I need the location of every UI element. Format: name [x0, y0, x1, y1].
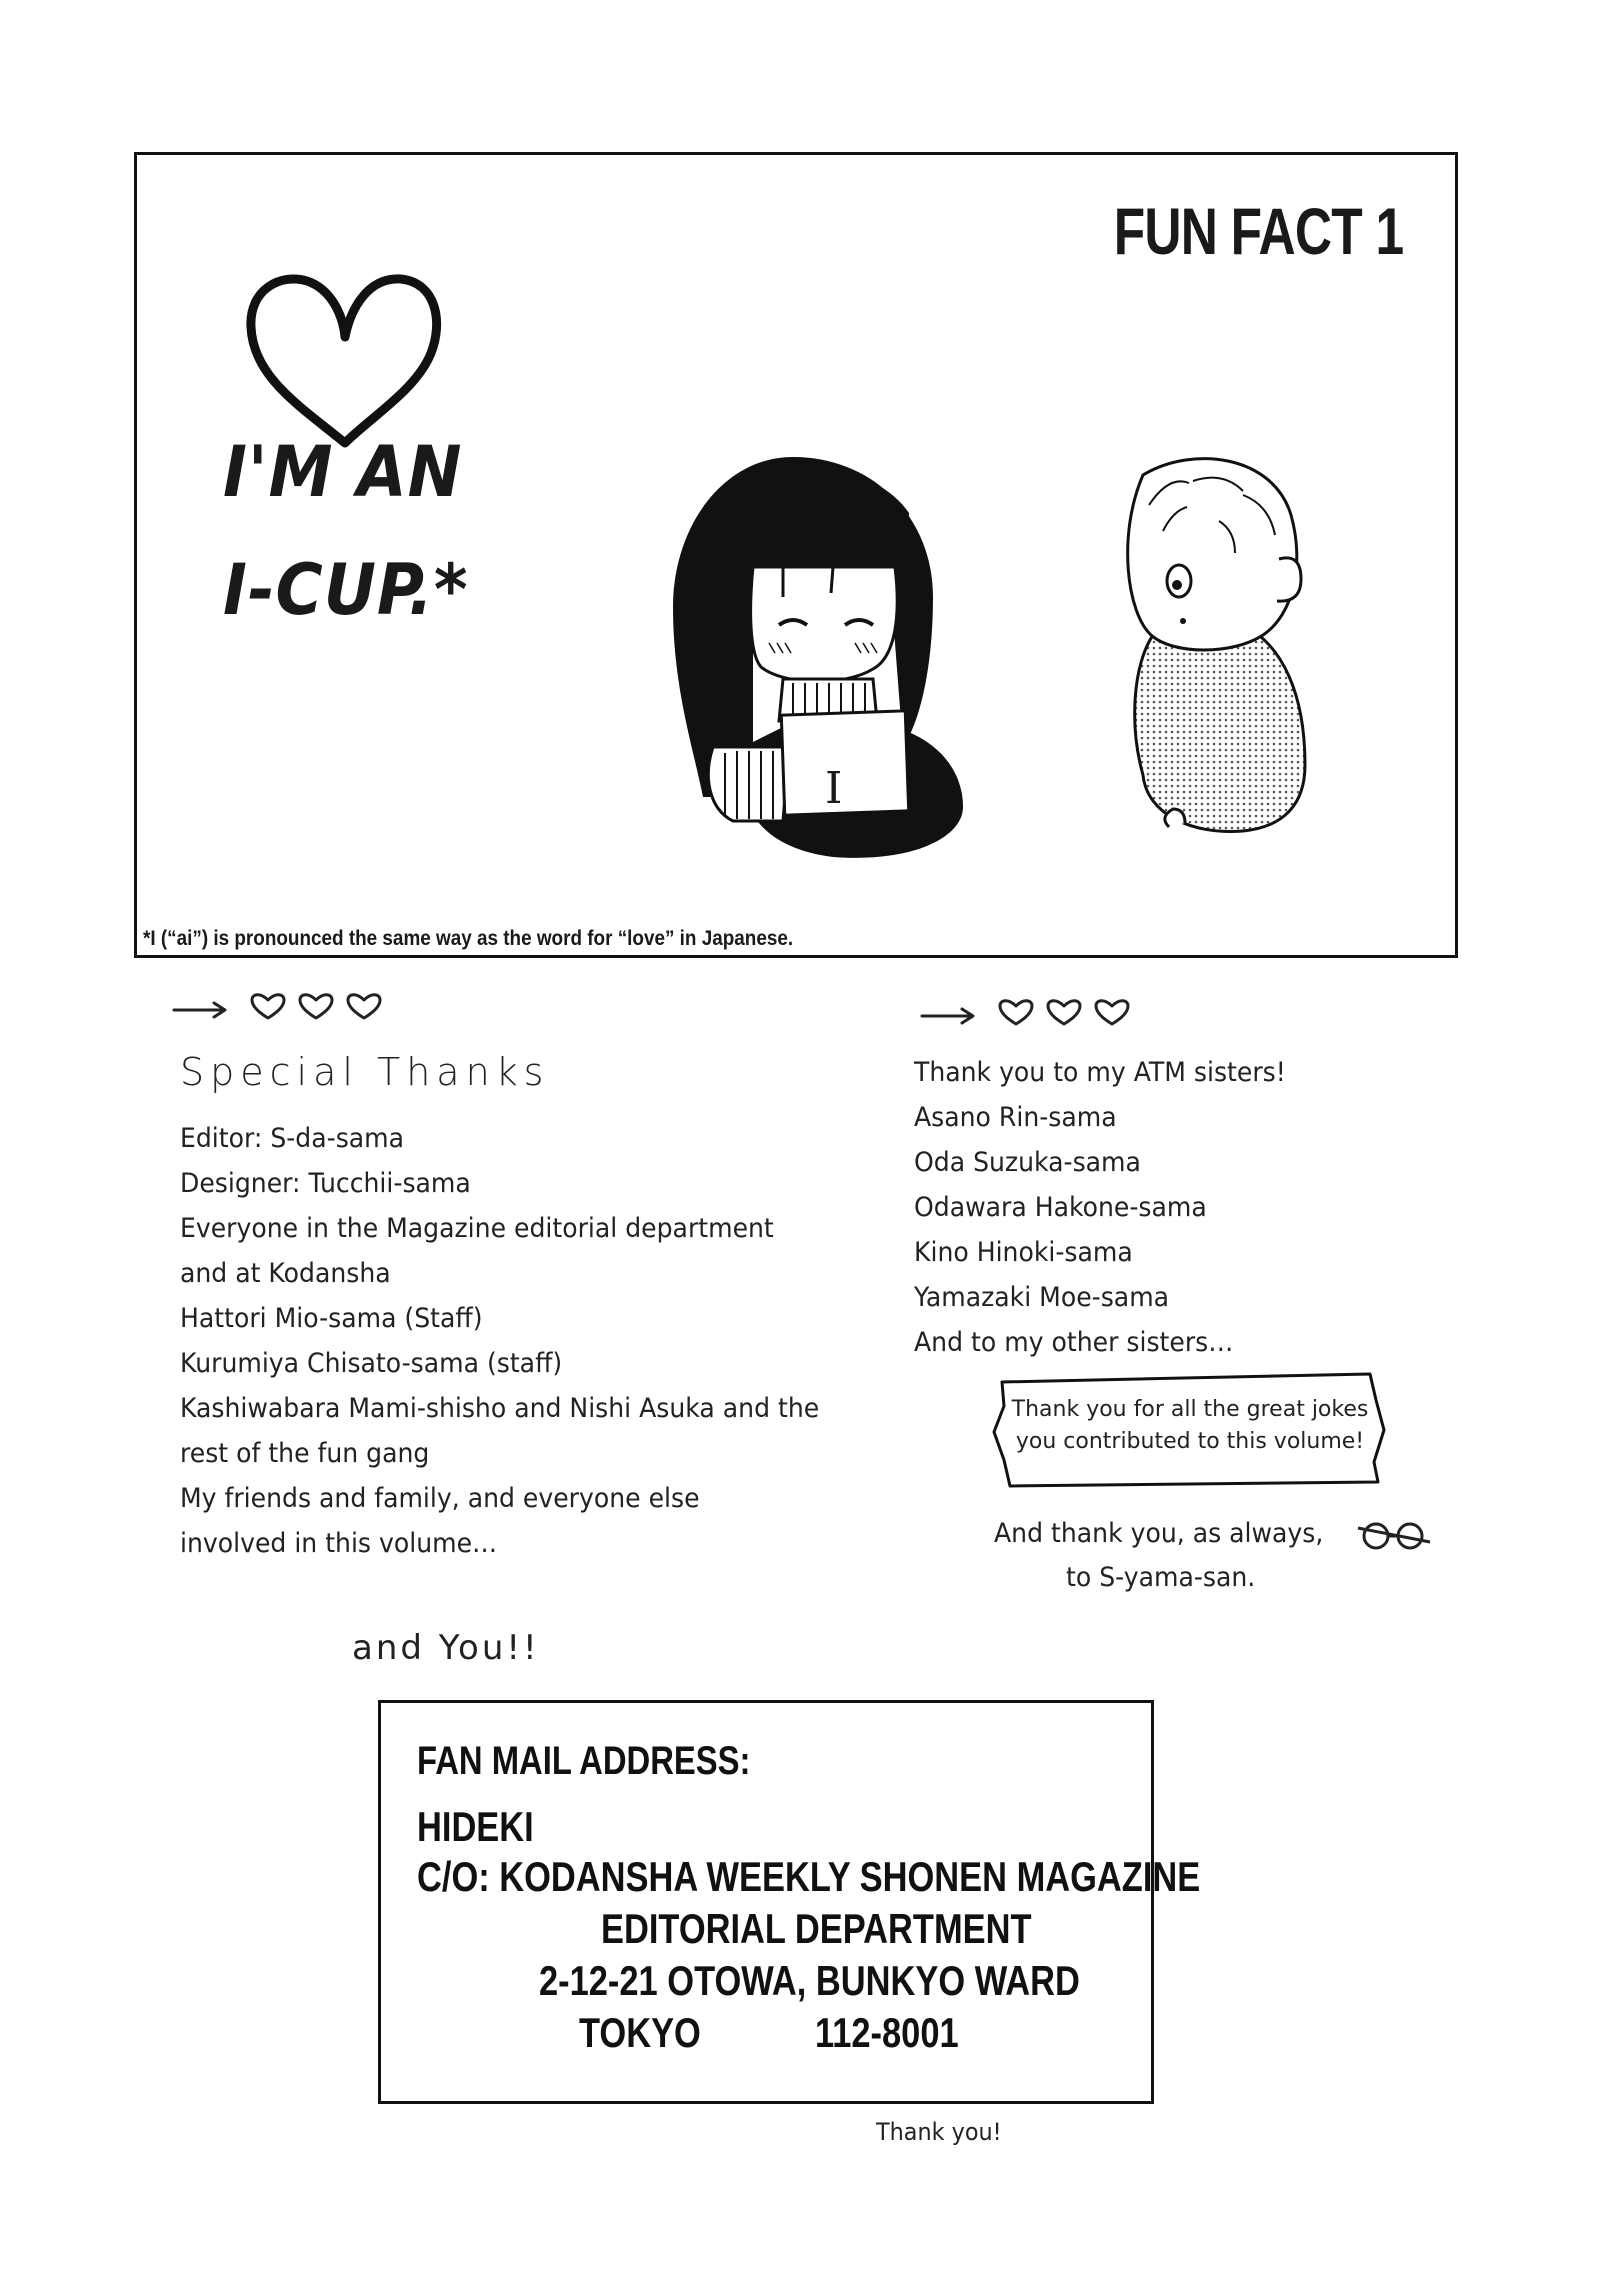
card-letter: I [825, 763, 843, 814]
jokes-text [990, 1394, 1390, 1458]
jokes-speech-box [990, 1370, 1390, 1490]
arrow-hearts-icon [920, 996, 1150, 1030]
fan-mail-line-1: C/O: KODANSHA WEEKLY SHONEN MAGAZINE [417, 1853, 1201, 1900]
list-item: And to my other sisters… [914, 1327, 1234, 1358]
jokes-line-1: Thank you for all the great jokes [1011, 1397, 1369, 1422]
caption-line-1: I'M AN [223, 431, 463, 513]
fan-mail-line-3: 2-12-21 OTOWA, BUNKYO WARD [539, 1957, 1080, 2004]
fan-mail-postal: 112-8001 [815, 2009, 959, 2056]
jokes-line-2: you contributed to this volume! [1015, 1429, 1365, 1454]
list-item: Kashiwabara Mami-shisho and Nishi Asuka and the [180, 1393, 820, 1424]
always-line-2: to S-yama-san. [1066, 1562, 1256, 1593]
fan-mail-heading: FAN MAIL ADDRESS: [417, 1739, 751, 1783]
fun-fact-title: FUN FACT 1 [1113, 194, 1403, 268]
list-item: rest of the fun gang [180, 1438, 430, 1469]
list-item: Hattori Mio-sama (Staff) [180, 1303, 483, 1334]
always-line-1: And thank you, as always, [994, 1518, 1324, 1549]
list-item: Everyone in the Magazine editorial department [180, 1213, 774, 1244]
list-item: Kurumiya Chisato-sama (staff) [180, 1348, 563, 1379]
special-thanks-title: Special Thanks [180, 1050, 550, 1094]
sisters-list [914, 1050, 1286, 1365]
fan-mail-box [378, 1700, 1201, 2104]
list-item: Asano Rin-sama [914, 1102, 1117, 1133]
arrow-hearts-icon [172, 990, 402, 1024]
fan-mail-city: TOKYO [579, 2009, 701, 2056]
thank-you-text: Thank you! [876, 2118, 1002, 2146]
list-item: involved in this volume… [180, 1528, 498, 1559]
list-item: and at Kodansha [180, 1258, 391, 1289]
girl-illustration [633, 417, 1053, 877]
list-item: My friends and family, and everyone else [180, 1483, 700, 1514]
caption-line-2: I-CUP.* [223, 549, 469, 631]
footnote: *I (“ai”) is pronounced the same way as the word for “love” in Japanese. [143, 927, 794, 950]
glasses-icon [1356, 1518, 1432, 1552]
list-item: Oda Suzuka-sama [914, 1147, 1141, 1178]
fun-fact-panel [134, 152, 1458, 958]
list-item: Thank you to my ATM sisters! [914, 1057, 1286, 1088]
fan-mail-name: HIDEKI [417, 1803, 534, 1850]
list-item: Designer: Tucchii-sama [180, 1168, 471, 1199]
fun-fact-caption [223, 413, 468, 649]
and-you-text: and You!! [352, 1628, 540, 1668]
boy-illustration [1043, 435, 1373, 875]
list-item: Editor: S-da-sama [180, 1123, 405, 1154]
list-item: Odawara Hakone-sama [914, 1192, 1207, 1223]
special-thanks-list [180, 1116, 819, 1566]
list-item: Kino Hinoki-sama [914, 1237, 1133, 1268]
list-item: Yamazaki Moe-sama [914, 1282, 1170, 1313]
fan-mail-line-2: EDITORIAL DEPARTMENT [601, 1905, 1032, 1952]
